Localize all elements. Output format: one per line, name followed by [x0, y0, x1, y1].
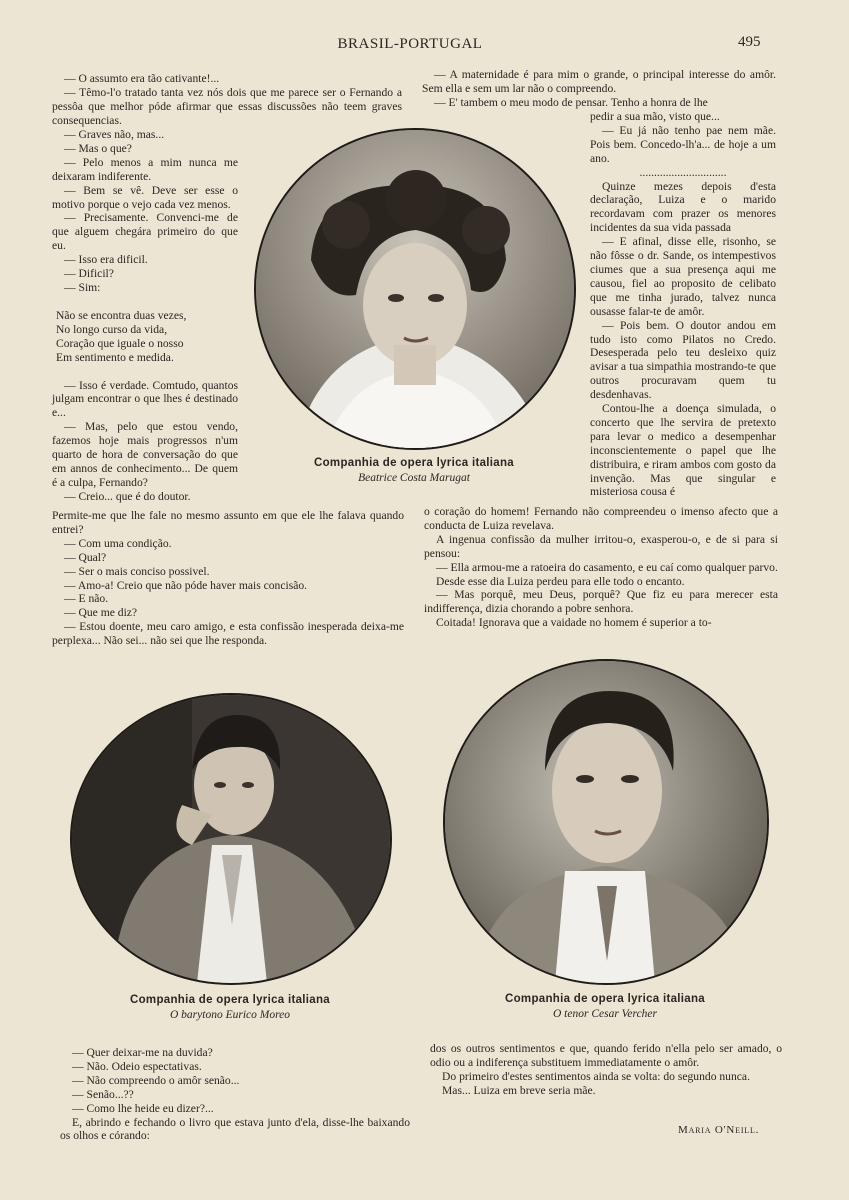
page-number: 495: [738, 34, 761, 50]
paragraph: — Amo-a! Creio que não póde haver mais concisão.: [64, 578, 308, 592]
paragraph: Contou-lhe a doença simulada, o concerto que lhe servira de pretexto para levar o medico a desempenhar inconscientemente o papel que lhe distribuira, e riram ambos com gosto da invenção. Mas que singular e misteriosa cousa é: [590, 402, 776, 499]
running-title: BRASIL-PORTUGAL: [337, 36, 483, 52]
paragraph: — A maternidade é para mim o grande, o principal interesse do amôr. Sem ella e sem um lar não o compreendo.: [422, 68, 776, 95]
portrait-illustration: [256, 130, 574, 448]
paragraph: Quinze mezes depois d'esta declaração, Luiza e o marido recordavam com prazer os menores incidentes da sua vida passada: [590, 179, 776, 235]
portrait-photo-tenor: [443, 659, 769, 985]
paragraph: o coração do homem! Fernando não compreendeu o imenso afecto que a conducta de Luiza revelava.: [424, 505, 778, 532]
paragraph: — Sim:: [64, 280, 101, 294]
paragraph: — Isso era dificil.: [64, 253, 148, 267]
bottom-left-column: [60, 1046, 410, 1143]
paragraph: dos os outros sentimentos e que, quando ferido n'ella pelo ser amado, o odio ou a indiferença substituem immediatamente o amôr.: [430, 1042, 782, 1069]
paragraph: — Graves não, mas...: [64, 128, 165, 141]
verse-line: Não se encontra duas vezes,: [56, 308, 187, 322]
paragraph: — Ser o mais conciso possivel.: [64, 564, 210, 578]
paragraph: — E afinal, disse elle, risonho, se não fôsse o dr. Sande, os intempestivos ciumes que a sua presença aqui me causou, fiel ao proposito de celibato que me tinha jurado, talvez nunca ousasse falar-te de amôr.: [590, 235, 776, 318]
paragraph: — Estou doente, meu caro amigo, e esta confissão inesperada deixa-me perplexa... Não sei... não sei que lhe responda.: [52, 620, 404, 648]
paragraph: Mas... Luiza em breve seria mãe.: [442, 1083, 596, 1097]
photo-caption-title: Companhia de opera lyrica italiana: [129, 994, 330, 1006]
paragraph: — Creio... que é do doutor.: [64, 489, 191, 503]
paragraph: — Não compreendo o amôr senão...: [72, 1073, 240, 1087]
paragraph: — Que me diz?: [64, 606, 138, 620]
portrait-illustration: [72, 695, 390, 983]
paragraph: — Não. Odeio espectativas.: [72, 1059, 202, 1073]
photo-caption-subtitle: O tenor Cesar Vercher: [552, 1008, 658, 1020]
right-column-narrow: [590, 110, 776, 499]
paragraph: — Quer deixar-me na duvida?: [72, 1046, 213, 1059]
paragraph: — O assumto era tão cativante!...: [64, 72, 220, 85]
portrait-photo-soprano: [254, 128, 576, 450]
verse-line: Coração que iguale o nosso: [56, 336, 184, 350]
paragraph: E, abrindo e fechando o livro que estava junto d'ela, disse-lhe baixando os olhos e córando:: [60, 1115, 410, 1143]
paragraph: — Qual?: [64, 550, 107, 564]
paragraph: A ingenua confissão da mulher irritou-o, exasperou-o, e de si para si pensou:: [424, 532, 778, 560]
verse-line: Em sentimento e medida.: [56, 350, 174, 364]
photo-caption-subtitle: O barytono Eurico Moreo: [170, 1009, 290, 1021]
separator-dots: ..............................: [639, 165, 727, 179]
verse-line: No longo curso da vida,: [56, 322, 168, 336]
paragraph: — Mas porquê, meu Deus, porquê? Que fiz eu para merecer esta indifferença, dizia chorando a pobre senhora.: [424, 588, 778, 616]
left-column-top-narrow: [52, 128, 238, 504]
left-column-wide: [52, 509, 404, 648]
paragraph: — Pelo menos a mim nunca me deixaram indiferente.: [52, 155, 238, 183]
paragraph: — Mas o que?: [64, 141, 132, 155]
paragraph: — Senão...??: [72, 1087, 134, 1101]
portrait-photo-baritone: [70, 693, 392, 985]
paragraph: — Isso é verdade. Comtudo, quantos julgam encontrar o que lhes é destinado e...: [52, 378, 238, 420]
paragraph: — Ella armou-me a ratoeira do casamento, e eu caí como qualquer parvo.: [436, 560, 778, 574]
paragraph: Coitada! Ignorava que a vaidade no homem é superior a to-: [436, 616, 712, 630]
paragraph: Desde esse dia Luiza perdeu para elle todo o encanto.: [436, 574, 685, 588]
author-signature: Maria O'Neill.: [678, 1124, 760, 1136]
paragraph: — E não.: [64, 592, 109, 606]
left-column-top: [52, 72, 238, 86]
photo-caption-title: Companhia de opera lyrica italiana: [504, 993, 705, 1005]
photo-caption-subtitle: Beatrice Costa Marugat: [358, 472, 470, 484]
paragraph: — Dificil?: [64, 267, 114, 281]
paragraph: pedir a sua mão, visto que...: [590, 110, 720, 123]
paragraph: — Bem se vê. Deve ser esse o motivo porque o vejo cada vez menos.: [52, 183, 238, 211]
paragraph: — Mas, pelo que estou vendo, fazemos hoje mais progressos n'um quarto de hora de conversação do que em annos de conhecimento... De quem é a culpa, Fernando?: [52, 420, 238, 489]
paragraph: — Precisamente. Convenci-me de que alguem chegára primeiro do que eu.: [52, 211, 238, 253]
paragraph: — Têmo-l'o tratado tanta vez nós dois que me parece ser o Fernando a pessôa que melhor póde afirmar que essas discussões não teem graves consequencias.: [52, 86, 402, 127]
portrait-illustration: [445, 661, 767, 983]
paragraph: — Com uma condição.: [64, 536, 172, 550]
paragraph: Permite-me que lhe fale no mesmo assunto em que ele lhe falava quando entrei?: [52, 509, 404, 536]
paragraph: — Eu já não tenho pae nem mãe. Pois bem. Concedo-lh'a... de hoje a um ano.: [590, 123, 776, 165]
left-column-top-wide: [52, 86, 402, 128]
paragraph: — Como lhe heide eu dizer?...: [72, 1101, 214, 1115]
paragraph: — Pois bem. O doutor andou em tudo isto como Pilatos no Credo. Desesperada pelo teu desleixo quiz avisar a tua simpathia mostrando-te que outros procuravam quem tu desdenhavas.: [590, 318, 776, 402]
paragraph: — E' tambem o meu modo de pensar. Tenho a honra de lhe: [434, 95, 708, 109]
right-column-top: [422, 68, 776, 110]
right-column-wide: [424, 505, 778, 630]
bottom-right-column: [430, 1042, 782, 1098]
paragraph: Do primeiro d'estes sentimentos ainda se volta: do segundo nunca.: [442, 1069, 750, 1083]
photo-caption-title: Companhia de opera lyrica italiana: [313, 457, 514, 469]
